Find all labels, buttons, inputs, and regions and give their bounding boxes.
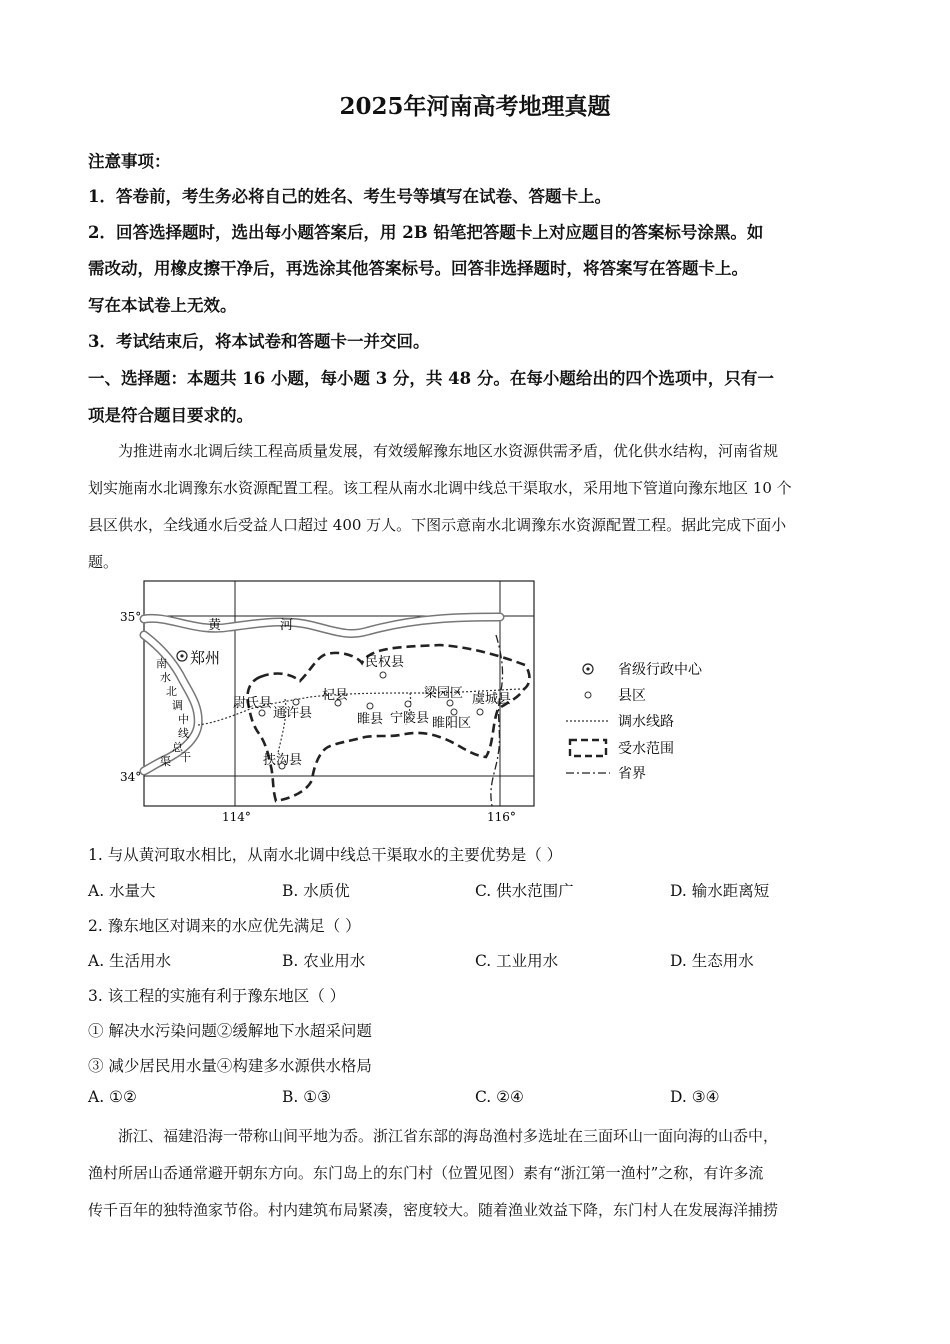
notice-heading: 注意事项： xyxy=(88,152,171,171)
county-marker xyxy=(293,699,299,705)
legend-label: 调水线路 xyxy=(618,714,674,730)
label-liangyuan: 梁园区 xyxy=(424,686,464,701)
label-fugou: 扶沟县 xyxy=(263,753,303,768)
legend-label: 省级行政中心 xyxy=(618,662,702,678)
legend-label: 县区 xyxy=(618,688,646,704)
canal-char: 总 xyxy=(172,741,183,754)
passage-line: 传千百年的独特渔家节俗。村内建筑布局紧凑，密度较大。随着渔业效益下降，东门村人在发展海洋捕捞 xyxy=(88,1201,779,1219)
option-c[interactable]: C. 工业用水 xyxy=(475,952,559,970)
legend-label: 受水范围 xyxy=(618,741,674,757)
notice-line: 写在本试卷上无效。 xyxy=(88,296,237,315)
canal-char: 南 xyxy=(156,657,167,670)
passage-line: 划实施南水北调豫东水资源配置工程。该工程从南水北调中线总干渠取水，采用地下管道向豫东地区 10 个 xyxy=(88,479,792,497)
label-suiyang: 睢阳区 xyxy=(432,716,472,731)
passage-line: 县区供水，全线通水后受益人口超过 400 万人。下图示意南水北调豫东水资源配置工程。据此完成下面小 xyxy=(88,516,787,534)
county-marker xyxy=(380,672,386,678)
label-yucheng: 虞城县 xyxy=(472,692,512,707)
notice-line: 需改动，用橡皮擦干净后，再选涂其他答案标号。回答非选择题时，将答案写在答题卡上。 xyxy=(88,259,748,278)
option-a[interactable]: A. ①② xyxy=(88,1088,137,1106)
water-project-map xyxy=(100,575,750,830)
option-d[interactable]: D. ③④ xyxy=(670,1088,720,1106)
label-qixian: 杞县 xyxy=(322,688,349,703)
map-legend xyxy=(566,661,703,782)
county-marker xyxy=(451,709,457,715)
question-stem: 1. 与从黄河取水相比，从南水北调中线总干渠取水的主要优势是（ ） xyxy=(88,846,563,864)
legend-service-area-icon xyxy=(570,740,606,756)
notice-line: 1．答卷前，考生务必将自己的姓名、考生号等填写在试卷、答题卡上。 xyxy=(88,187,611,206)
label-zhengzhou: 郑州 xyxy=(190,649,221,667)
county-marker xyxy=(405,701,411,707)
page-title: 2025年河南高考地理真题 xyxy=(339,93,611,120)
label-ningling: 宁陵县 xyxy=(390,711,430,726)
lat-label-34: 34° xyxy=(120,770,142,784)
passage-line: 渔村所居山岙通常避开朝东方向。东门岛上的东门村（位置见图）素有“浙江第一渔村”之称，有许多流 xyxy=(88,1164,764,1182)
section-instruction: 项是符合题目要求的。 xyxy=(88,406,253,425)
option-b[interactable]: B. ①③ xyxy=(282,1088,332,1106)
passage-line: 为推进南水北调后续工程高质量发展，有效缓解豫东地区水资源供需矛盾，优化供水结构，河南省规 xyxy=(118,442,779,460)
canal-char: 干 xyxy=(180,751,191,764)
canal-char: 渠 xyxy=(160,755,171,768)
lon-label-116: 116° xyxy=(487,810,516,824)
lat-label-35: 35° xyxy=(120,610,142,624)
canal-char: 调 xyxy=(172,699,183,712)
option-c[interactable]: C. ②④ xyxy=(475,1088,524,1106)
section-instruction: 一、选择题：本题共 16 小题，每小题 3 分，共 48 分。在每小题给出的四个选项中，只有一 xyxy=(88,369,774,388)
option-a[interactable]: A. 水量大 xyxy=(88,882,156,900)
question-stem: 2. 豫东地区对调来的水应优先满足（ ） xyxy=(88,917,361,935)
label-suixian: 睢县 xyxy=(357,712,384,727)
question-statement: ③ 减少居民用水量④构建多水源供水格局 xyxy=(88,1057,372,1075)
notice-line: 2．回答选择题时，选出每小题答案后，用 2B 铅笔把答题卡上对应题目的答案标号涂黑。如 xyxy=(88,223,764,242)
passage-line: 题。 xyxy=(88,553,119,571)
question-statement: ① 解决水污染问题②缓解地下水超采问题 xyxy=(88,1022,372,1040)
legend-county-icon xyxy=(585,692,591,698)
canal-char: 水 xyxy=(160,671,171,684)
county-marker xyxy=(477,709,483,715)
option-c[interactable]: C. 供水范围广 xyxy=(475,882,574,900)
question-stem: 3. 该工程的实施有利于豫东地区（ ） xyxy=(88,987,346,1005)
notice-line: 3．考试结束后，将本试卷和答题卡一并交回。 xyxy=(88,332,430,351)
option-d[interactable]: D. 生态用水 xyxy=(670,952,754,970)
river-char: 黄 xyxy=(208,618,222,633)
option-a[interactable]: A. 生活用水 xyxy=(88,952,172,970)
river-char: 河 xyxy=(280,618,294,633)
label-weishi: 尉氏县 xyxy=(233,696,273,711)
lon-label-114: 114° xyxy=(222,810,251,824)
passage-line: 浙江、福建沿海一带称山间平地为岙。浙江省东部的海岛渔村多选址在三面环山一面向海的山岙中， xyxy=(118,1127,779,1145)
label-tongxu: 通许县 xyxy=(273,706,313,721)
canal-char: 中 xyxy=(178,713,189,726)
legend-label: 省界 xyxy=(618,766,646,782)
provincial-center-dot xyxy=(180,654,183,657)
option-b[interactable]: B. 农业用水 xyxy=(282,952,366,970)
canal-char: 北 xyxy=(166,685,177,698)
option-b[interactable]: B. 水质优 xyxy=(282,882,350,900)
province-border-line xyxy=(491,635,503,806)
label-minquan: 民权县 xyxy=(365,655,405,670)
option-d[interactable]: D. 输水距离短 xyxy=(670,882,770,900)
canal-char: 线 xyxy=(178,727,189,740)
county-marker xyxy=(367,703,373,709)
